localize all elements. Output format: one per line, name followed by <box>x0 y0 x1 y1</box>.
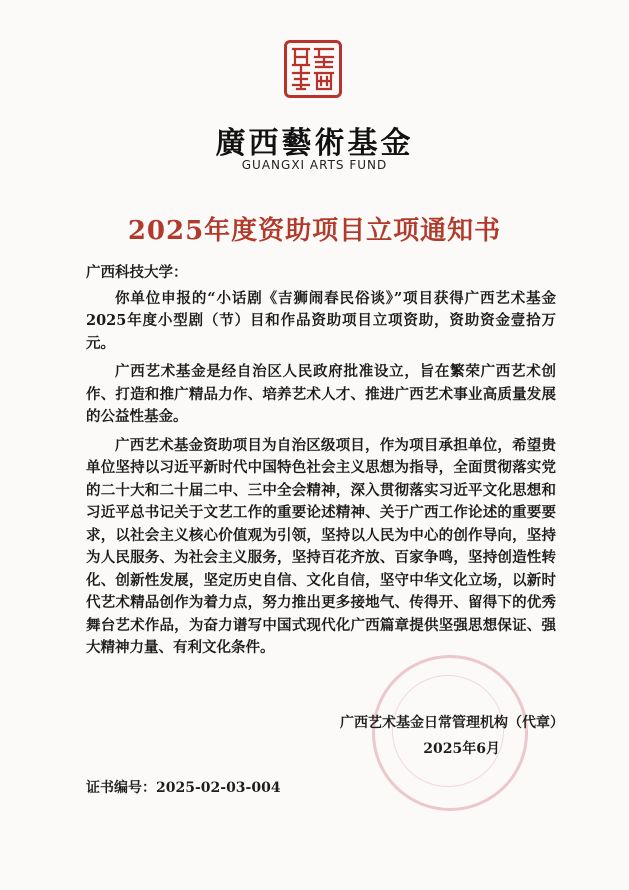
brand-name-en: GUANGXI ARTS FUND <box>241 158 388 172</box>
signature-date: 2025年6月 <box>423 741 500 757</box>
certificate-number: 2025-02-03-004 <box>156 780 281 796</box>
brand-name-cn: 廣西藝術基金 <box>215 126 414 161</box>
paragraph-1: 你单位申报的“小话剧《吉狮闹春民俗谈》”项目获得广西艺术基金2025年度小型剧（节）目和作品资助项目立项资助，资助资金壹拾万元。 <box>86 289 556 352</box>
paragraph-2: 广西艺术基金是经自治区人民政府批准设立，旨在繁荣广西艺术创作、打造和推广精品力作、培养艺术人才、推进广西艺术事业高质量发展的公益性基金。 <box>86 363 556 425</box>
seal-glyph-icon <box>289 45 337 93</box>
certificate-number-line <box>86 777 281 797</box>
certificate-label: 证书编号： <box>86 780 156 796</box>
paragraph-3: 广西艺术基金资助项目为自治区级项目，作为项目承担单位，希望贵单位坚持以习近平新时代中国特色社会主义思想为指导，全面贯彻落实党的二十大和二十届二中、三中全会精神，深入贯彻落实习近平文化思想和习近平总书记关于文艺工作的重要论述精神、关于广西工作论述的重要要求，以社会主义核心价值观为引领，坚持以人民为中心的创作导向，坚持为人民服务、为社会主义服务，坚持百花齐放、百家争鸣，坚持创造性转化、创新性发展，坚定历史自信、文化自信，坚守中华文化立场，以新时代艺术精品创作为着力点，努力推出更多接地气、传得开、留得下的优秀舞台艺术作品，为奋力谱写中国式现代化广西篇章提供坚强思想保证、强大精神力量、有利文化条件。 <box>86 436 556 656</box>
seal-logo <box>284 40 342 98</box>
letter-body <box>86 262 556 660</box>
greeting: 广西科技大学： <box>86 264 188 281</box>
signature-org: 广西艺术基金日常管理机构（代章） <box>340 715 564 731</box>
document-title: 2025年度资助项目立项通知书 <box>127 216 502 246</box>
